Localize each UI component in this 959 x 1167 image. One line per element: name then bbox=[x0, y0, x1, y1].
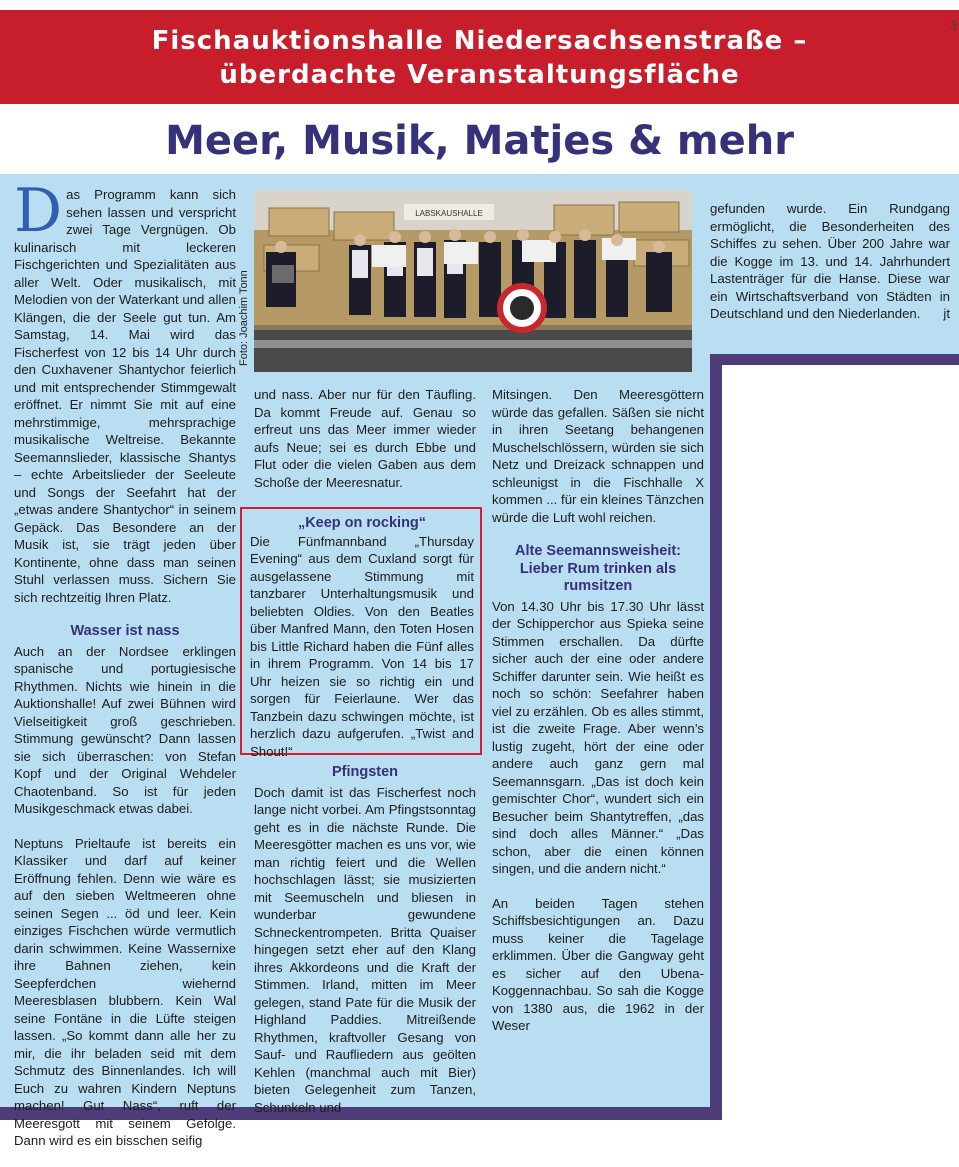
banner-line-2: überdachte Veranstaltungsfläche bbox=[219, 60, 740, 90]
subheading-wasser: Wasser ist nass bbox=[70, 623, 180, 639]
subheading-seemannsweisheit: Alte Seemannsweisheit: Lieber Rum trinken als rumsitzen bbox=[515, 543, 681, 594]
divider-bar-vertical bbox=[710, 354, 722, 1114]
paragraph: Doch damit ist das Fischerfest noch lange nicht vorbei. Am Pfingstsonntag geht es in die nächste Runde. Die Meeresgötter machen es uns vor, wie man richtig feiert und die Wellen hochschlagen lässt; sie musizierten mit Seemuscheln und bliesen in wunderbar gewundene Schneckentrompeten. Britta Quaiser hingegen setzt eher auf den Klang ihres Akkordeons und die Kraft der Stimmen. Irland, mitten im Meer gelegen, stand Pate für die Musik der Highland Paddies. Mitreißende Rhythmen, kraftvoller Gesang von Sauf- und Raufliedern aus geölten Kehlen (manchmal auch mit Bier) bieten Gelegenheit zum Tanzen, Schunkeln und bbox=[254, 784, 476, 1115]
intro-paragraph: as Programm kann sich sehen lassen und verspricht zwei Tage Vergnügen. Ob kulinarisch mit leckeren Fischgerichten und Spezialitäten aus aller Welt. Oder musikalisch, mit Melodien von der Waterkant und allen Klängen, die der Seele gut tun. Am Samstag, 14. Mai wird das Fischerfest von 12 bis 14 Uhr durch den Cuxhavener Shantychor feierlich und mit entsprechender Stimmgewalt eröffnet. Er nimmt Sie mit auf eine mehrstimmige, mehrsprachige musikalische Weltreise. Bekannte Seemannslieder, klassische Shantys – echte Arbeitslieder der Seeleute und Songs der Seefahrt hat der „etwas andere Shantychor“ in seinem Gepäck. Das Besondere an der Musik ist, sie trägt jeden über Kontinente, ohne dass man seinen Stuhl verlassen muss. Sichern Sie sich rechtzeitig Ihren Platz. bbox=[14, 187, 236, 605]
drop-cap: D bbox=[14, 176, 63, 246]
paragraph: gefunden wurde. Ein Rundgang ermöglicht, die Besonderheiten des Schiffes zu sehen. Über 200 Jahre war die Kogge im 13. und 14. Jahrhundert Lastenträger für die Hanse. Diese war ein Wirtschaftsverband von Städten in Deutschland und den Niederlanden. bbox=[710, 201, 950, 321]
paragraph: Auch an der Nordsee erklingen spanische und portugiesische Rhythmen. Nichts wie hinein in die Auktionshalle! Auf zwei Bühnen wird Vielseitigkeit groß geschrieben. Stimmung gewünscht? Dann lassen sie sich überraschen: von Stefan Kopf und der Original Wehdeler Chaotenband. So ist für jeden Musikgeschmack etwas dabei. bbox=[14, 643, 236, 816]
divider-bar bbox=[710, 354, 959, 365]
headline: Meer, Musik, Matjes & mehr bbox=[165, 118, 794, 164]
paragraph: und nass. Aber nur für den Täufling. Da kommt Freude auf. Genau so erfreut uns das Meer immer wieder aufs Neue; sei es durch Ebbe und Flut oder die vielen Gaben aus dem Schoße der Meeresnatur. bbox=[254, 387, 476, 490]
paragraph: An beiden Tagen stehen Schiffsbesichtigungen an. Dazu muss keiner die Tagelage erklimmen. Über die Gangway geht es sicher auf den Ubena-Koggennachbau. So sah die Kogge von 1380 aus, die 1962 in der Weser bbox=[492, 895, 704, 1033]
column-1 bbox=[14, 176, 236, 1167]
page-number: 3 bbox=[949, 18, 957, 33]
box-text: Die Fünfmannband „Thursday Evening“ aus dem Cuxland sorgt für ausgelassene Stimmung mit tanzbarer Unterhaltungsmusik und beliebten Oldies. Von den Beatles über Manfred Mann, den Toten Hosen bis Little Richard haben die Fünf alles in ihrem Programm. Von 14 bis 17 Uhr heizen sie so richtig ein und sorgen für Feierlaune. Wer das Tanzbein dazu schwingen möchte, ist herzlich dazu aufgerufen. „Twist and Shout!“ bbox=[250, 533, 474, 759]
subheading-pfingsten: Pfingsten bbox=[331, 764, 399, 780]
photo-credit: Foto: Joachim Tonn bbox=[238, 270, 250, 366]
header-banner bbox=[0, 10, 959, 104]
paragraph: Von 14.30 Uhr bis 17.30 Uhr lässt der Schipperchor aus Spieka seine Stimmen erschallen. Da dürfte sicher auch der eine oder andere Schiffer darunter sein. Wie heißt es noch so schön: Seefahrer haben viel zu erzählen. Ob es alles stimmt, ist die zweite Frage. Aber wenn’s lustig zugeht, hört der eine oder andere auch ganz gern mal Seemannsgarn. „Das ist doch kein gemischter Chor“, wundert sich ein Besucher beim Shantytreffen, „das sind doch alles Männer.“ „Das schon, aber die einen können singen, und die andern nicht.“ bbox=[492, 598, 704, 876]
paragraph: Neptuns Prieltaufe ist bereits ein Klassiker und darf auf keiner Eröffnung fehlen. Denn wie wäre es auf den sieben Weltmeeren ohne seinen Segen ... öd und leer. Kein einziges Fischchen würde vermutlich darin schwimmen. Keine Wassernixe ihre Bahnen ziehen, kein Seepferdchen wiehernd Meeresblasen blubbern. Kein Wal seine Fontäne in die Lüfte steigen lassen. „So kommt dann alle her zu mir, die ihr beladen seid mit dem Schmutz des Binnenlandes. Ich will Euch zu wahren Kindern Neptuns machen! Gut Nass“, ruft der Meeresgott mit seinem Gefolge. Dann wird es ein bisschen seifig bbox=[14, 835, 236, 1148]
column-4 bbox=[710, 200, 950, 340]
svg-text:LABSKAUSHALLE: LABSKAUSHALLE bbox=[415, 209, 483, 218]
column-3 bbox=[492, 386, 704, 1052]
shanty-choir-photo bbox=[254, 190, 692, 372]
banner-line-1: Fischauktionshalle Niedersachsenstraße – bbox=[151, 26, 808, 56]
author-signature: jt bbox=[943, 306, 950, 321]
column-2-lower bbox=[254, 758, 476, 1133]
column-2 bbox=[254, 386, 476, 508]
box-title: „Keep on rocking“ bbox=[297, 515, 427, 531]
paragraph: Mitsingen. Den Meeresgöttern würde das gefallen. Säßen sie nicht in ihren Seetang behangenen Muschelschlössern, würden sie sich Netz und Dreizack schnappen und schleunigst in die Fischhalle X kommen ... für ein kleines Tänzchen würde die Luft wohl reichen. bbox=[492, 387, 704, 525]
keep-on-rocking-box bbox=[240, 507, 482, 759]
